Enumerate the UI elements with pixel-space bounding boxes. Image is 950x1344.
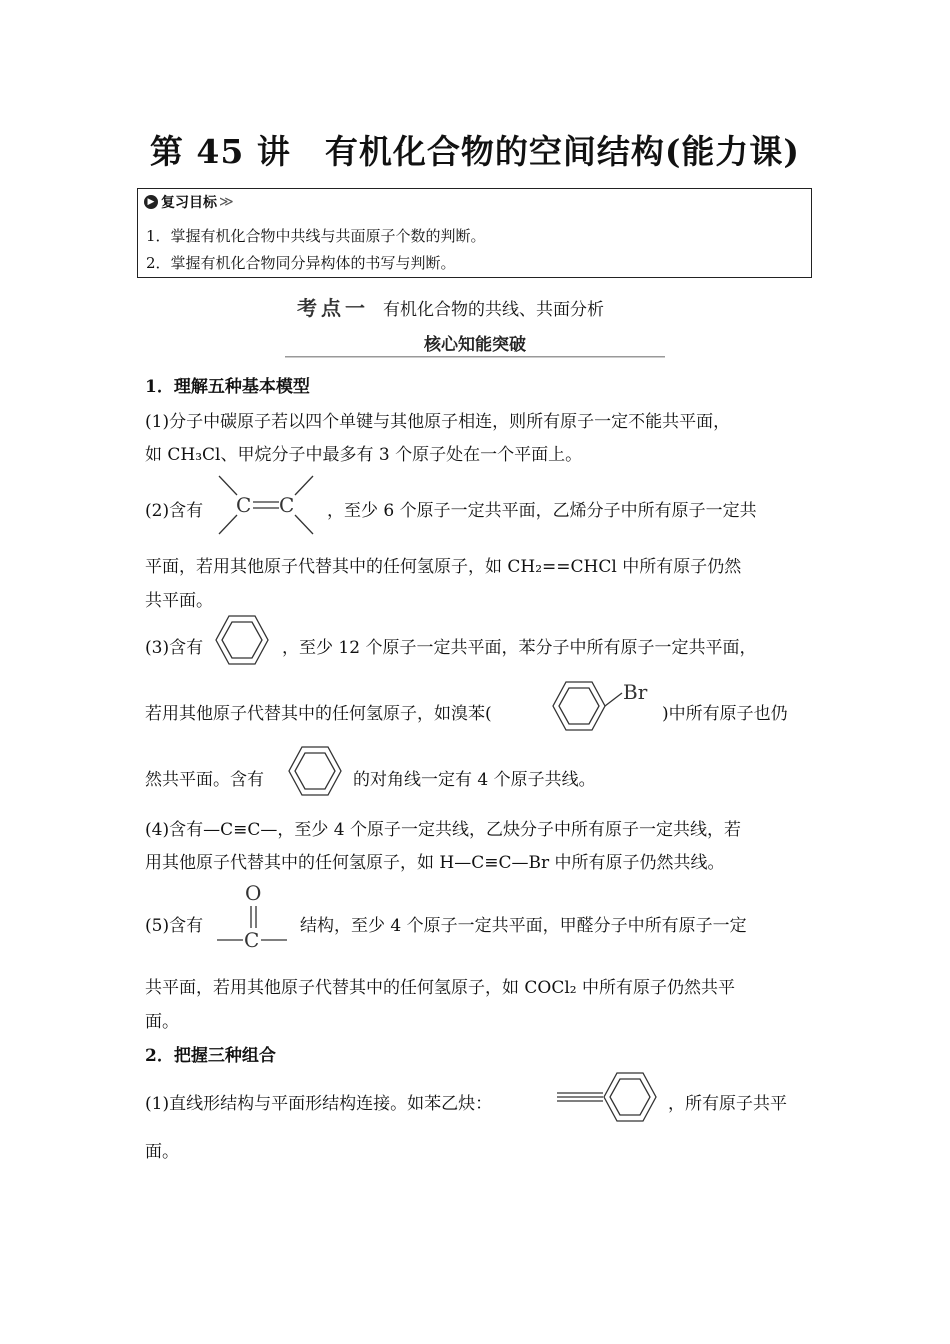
core-heading: 核心知能突破 — [424, 335, 526, 355]
paragraph-line: ，所有原子共平 — [668, 1094, 787, 1114]
svg-text:O: O — [245, 881, 262, 905]
paragraph-line: 面。 — [145, 1012, 179, 1032]
play-icon: ▶ — [144, 195, 158, 209]
goal-item: 1．掌握有机化合物中共线与共面原子个数的判断。 — [146, 227, 486, 245]
review-goals-box — [137, 188, 812, 278]
svg-text:C: C — [236, 493, 252, 517]
paragraph-line: (5)含有 — [145, 916, 204, 936]
phenylacetylene-structure — [555, 1072, 665, 1124]
carbonyl-structure — [215, 880, 295, 952]
kaodian-heading — [297, 292, 604, 321]
paragraph-line: 用其他原子代替其中的任何氢原子，如 H—C≡C—Br 中所有原子仍然共线。 — [145, 853, 725, 873]
svg-text:C: C — [279, 493, 295, 517]
bromobenzene-structure — [552, 677, 662, 735]
paragraph-line: 共平面，若用其他原子代替其中的任何氢原子，如 COCl₂ 中所有原子仍然共平 — [145, 978, 736, 998]
paragraph-line: 如 CH₃Cl、甲烷分子中最多有 3 个原子处在一个平面上。 — [145, 445, 583, 465]
svg-text:C: C — [244, 928, 260, 952]
benzene-structure — [288, 746, 343, 798]
paragraph-line: )中所有原子也仍 — [662, 704, 788, 724]
benzene-structure — [215, 615, 270, 667]
page-title: 第 45 讲 有机化合物的空间结构(能力课) — [149, 132, 801, 171]
paragraph-line: 结构，至少 4 个原子一定共平面，甲醛分子中所有原子一定 — [300, 916, 747, 936]
ethylene-structure — [215, 472, 315, 542]
double-chevron-icon: ≫ — [219, 194, 234, 210]
section2-heading: 2．把握三种组合 — [145, 1046, 276, 1066]
paragraph-line: (1)直线形结构与平面形结构连接。如苯乙炔： — [145, 1094, 493, 1114]
paragraph-line: 共平面。 — [145, 591, 213, 611]
paragraph-line: (2)含有 — [145, 501, 204, 521]
paragraph-line: 若用其他原子代替其中的任何氢原子，如溴苯( — [145, 704, 492, 724]
paragraph-line: 平面，若用其他原子代替其中的任何氢原子，如 CH₂==CHCl 中所有原子仍然 — [145, 557, 742, 577]
paragraph-line: 面。 — [145, 1142, 179, 1162]
paragraph-line: (4)含有—C≡C—，至少 4 个原子一定共线，乙炔分子中所有原子一定共线，若 — [145, 820, 741, 840]
goals-heading: ▶ 复习目标 ≫ — [144, 192, 234, 212]
kaodian-text: 有机化合物的共线、共面分析 — [383, 300, 604, 320]
paragraph-line: ，至少 12 个原子一定共平面，苯分子中所有原子一定共平面， — [282, 638, 757, 658]
section1-heading: 1．理解五种基本模型 — [145, 377, 310, 397]
paragraph-line: 的对角线一定有 4 个原子共线。 — [353, 770, 596, 790]
paragraph-line: (3)含有 — [145, 638, 204, 658]
goal-item: 2．掌握有机化合物同分异构体的书写与判断。 — [146, 254, 456, 272]
svg-text:Br: Br — [623, 680, 648, 704]
paragraph-line: ，至少 6 个原子一定共平面，乙烯分子中所有原子一定共 — [327, 501, 757, 521]
paragraph-line: (1)分子中碳原子若以四个单键与其他原子相连，则所有原子一定不能共平面， — [145, 412, 731, 432]
divider — [285, 356, 665, 358]
paragraph-line: 然共平面。含有 — [145, 770, 264, 790]
kaodian-label: 考点一 — [297, 296, 369, 320]
